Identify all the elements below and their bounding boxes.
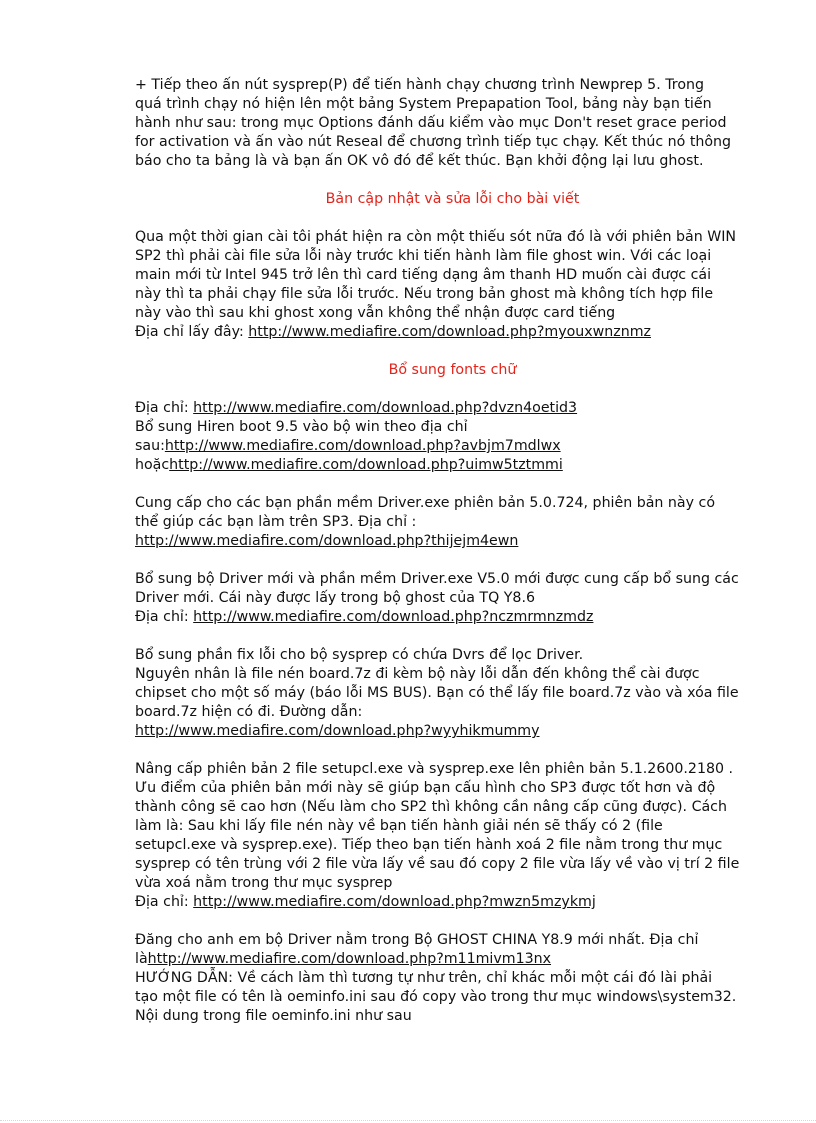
address-line	[135, 323, 770, 342]
text-line: hành như sau: trong mục Options đánh dấu kiểm vào mục Don't reset grace period	[135, 115, 727, 131]
paragraph-sysprep-steps	[135, 76, 770, 171]
download-link[interactable]: http://www.mediafire.com/download.php?myouxwnznmz	[248, 324, 651, 340]
section-heading-fonts: Bổ sung fonts chữ	[388, 362, 517, 378]
text-line: Qua một thời gian cài tôi phát hiện ra còn một thiếu sót nữa đó là với phiên bản WIN	[135, 229, 737, 245]
download-link[interactable]: http://www.mediafire.com/download.php?wyyhikmummy	[135, 723, 540, 739]
text-line: làm là: Sau khi lấy file nén này về bạn tiến hành giải nén sẽ thấy có 2 (file	[135, 818, 663, 834]
text-line: Bổ sung bộ Driver mới và phần mềm Driver.exe V5.0 mới được cung cấp bổ sung các	[135, 571, 739, 587]
text-line: này thì ta phải chạy file sửa lỗi trước. Nếu trong bản ghost mà không tích hợp file	[135, 286, 714, 302]
text-line: Bổ sung phần fix lỗi cho bộ sysprep có chứa Dvrs để lọc Driver.	[135, 647, 584, 663]
text-line: for activation và ấn vào nút Reseal để chương trình tiếp tục chạy. Kết thúc nó thông	[135, 134, 732, 150]
address-label: sau:	[135, 438, 165, 454]
address-label: Địa chỉ:	[135, 894, 194, 910]
text-line: này vào thì sau khi ghost xong vẫn không thể nhận được card tiếng	[135, 305, 616, 321]
address-label: hoặc	[135, 457, 170, 473]
address-line	[135, 608, 770, 627]
address-line	[135, 456, 770, 475]
text-line: board.7z hiện có đi. Đường dẫn:	[135, 704, 363, 720]
address-line	[135, 893, 770, 912]
download-link[interactable]: http://www.mediafire.com/download.php?avbjm7mdlwx	[164, 438, 561, 454]
text-line: Bổ sung Hiren boot 9.5 vào bộ win theo địa chỉ	[135, 419, 468, 435]
text-line: Driver mới. Cái này được lấy trong bộ ghost của TQ Y8.6	[135, 590, 535, 606]
document-body	[135, 76, 770, 1045]
paragraph-setupcl-upgrade	[135, 760, 770, 912]
address-line	[135, 532, 770, 551]
download-link[interactable]: http://www.mediafire.com/download.php?nczmrmnzmdz	[193, 609, 594, 625]
paragraph-driver-exe	[135, 494, 770, 551]
paragraph-sysprep-fix	[135, 646, 770, 741]
text-line: main mới từ Intel 945 trở lên thì card tiếng dạng âm thanh HD muốn cài được cái	[135, 267, 712, 283]
download-link[interactable]: http://www.mediafire.com/download.php?dvzn4oetid3	[193, 400, 578, 416]
text-line: Đăng cho anh em bộ Driver nằm trong Bộ GHOST CHINA Y8.9 mới nhất. Địa chỉ	[135, 932, 699, 948]
text-line: setupcl.exe và sysprep.exe). Tiếp theo bạn tiến hành xoá 2 file nằm trong thư mục	[135, 837, 723, 853]
text-line: vừa xoá nằm trong thư mục sysprep	[135, 875, 393, 891]
text-line: + Tiếp theo ấn nút sysprep(P) để tiến hành chạy chương trình Newprep 5. Trong	[135, 77, 705, 93]
download-link[interactable]: http://www.mediafire.com/download.php?m11mivm13nx	[147, 951, 552, 967]
address-label: Địa chỉ:	[135, 609, 194, 625]
paragraph-fonts-hiren	[135, 399, 770, 475]
text-line: thể giúp các bạn làm trên SP3. Địa chỉ :	[135, 514, 417, 530]
download-link[interactable]: http://www.mediafire.com/download.php?uimw5tztmmi	[169, 457, 563, 473]
download-link[interactable]: http://www.mediafire.com/download.php?mwzn5mzykmj	[193, 894, 596, 910]
paragraph-driver-v5	[135, 570, 770, 627]
address-label: Địa chỉ:	[135, 400, 194, 416]
text-line: SP2 thì phải cài file sửa lỗi này trước khi tiến hành làm file ghost win. Với các loại	[135, 248, 712, 264]
address-label: là	[135, 951, 148, 967]
text-line: chipset cho một số máy (báo lỗi MS BUS). Bạn có thể lấy file board.7z vào và xóa file	[135, 685, 739, 701]
paragraph-win-sp2-fix	[135, 228, 770, 342]
paragraph-ghost-china	[135, 931, 770, 1026]
text-line: HƯỚNG DẪN: Về cách làm thì tương tự như trên, chỉ khác mỗi một cái đó lài phải	[135, 970, 713, 986]
section-heading-update: Bản cập nhật và sửa lỗi cho bài viết	[325, 191, 580, 207]
text-line: Nguyên nhân là file nén board.7z đi kèm bộ này lỗi dẫn đến không thể cài được	[135, 666, 700, 682]
address-line	[135, 722, 770, 741]
text-line: sysprep có tên trùng với 2 file vừa lấy về sau đó copy 2 file vừa lấy về vào vị trí 2 file	[135, 856, 740, 872]
text-line: báo cho ta bảng là và bạn ấn OK vô đó để kết thúc. Bạn khởi động lại lưu ghost.	[135, 153, 704, 169]
text-line: tạo một file có tên là oeminfo.ini sau đó copy vào trong thư mục windows\system32.	[135, 989, 737, 1005]
download-link[interactable]: http://www.mediafire.com/download.php?thijejm4ewn	[135, 533, 519, 549]
address-line	[135, 950, 770, 969]
page-bottom-divider	[0, 1119, 816, 1121]
text-line: thành công sẽ cao hơn (Nếu làm cho SP2 thì không cần nâng cấp cũng được). Cách	[135, 799, 727, 815]
text-line: Cung cấp cho các bạn phần mềm Driver.exe phiên bản 5.0.724, phiên bản này có	[135, 495, 716, 511]
address-line	[135, 437, 770, 456]
text-line: quá trình chạy nó hiện lên một bảng System Prepapation Tool, bảng này bạn tiến	[135, 96, 712, 112]
text-line: Nội dung trong file oeminfo.ini như sau	[135, 1008, 412, 1024]
address-line	[135, 399, 770, 418]
text-line: Nâng cấp phiên bản 2 file setupcl.exe và sysprep.exe lên phiên bản 5.1.2600.2180 .	[135, 761, 734, 777]
address-label: Địa chỉ lấy đây:	[135, 324, 249, 340]
text-line: Ưu điểm của phiên bản mới này sẽ giúp bạn cấu hình cho SP3 được tốt hơn và độ	[135, 780, 716, 796]
